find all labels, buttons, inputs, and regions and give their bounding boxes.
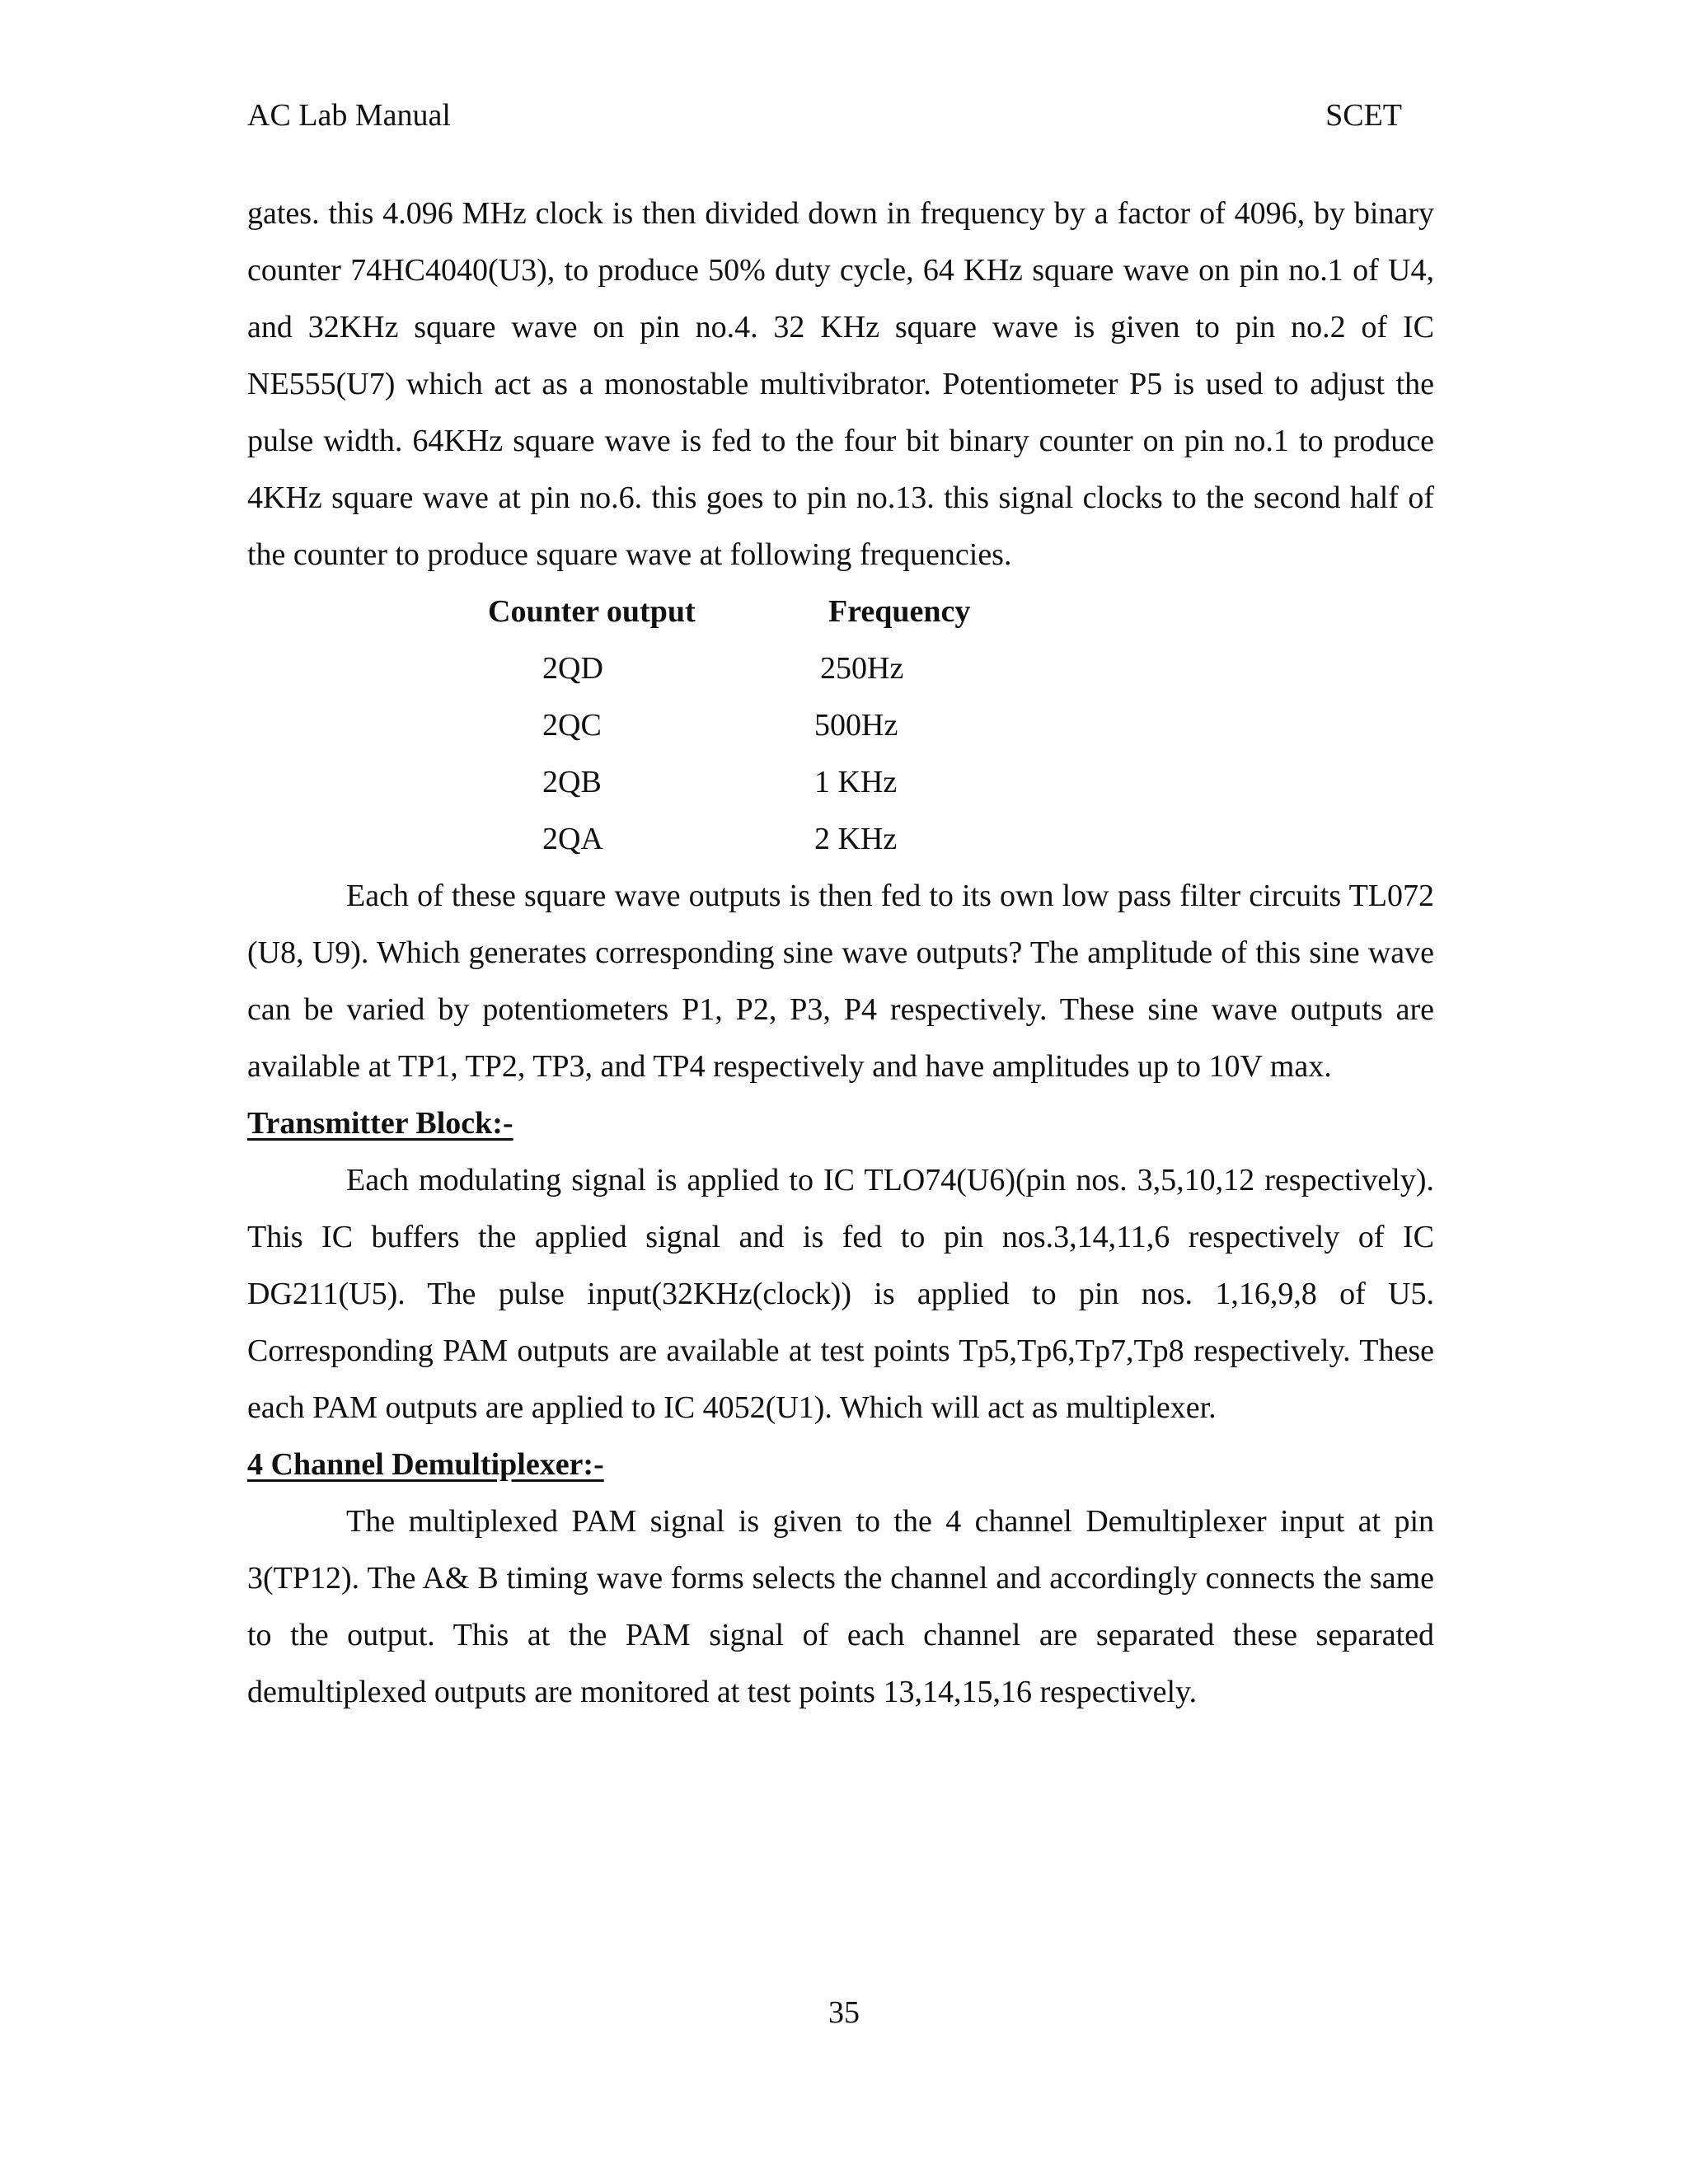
paragraph-clock-divider: gates. this 4.096 MHz clock is then divided down in frequency by a factor of 4096, by binary counter 74HC4040(U3), to produce 50% duty cycle, 64 KHz square wave on pin no.1 of U4, and 32KHz square wave on pin no.4. 32 KHz square wave is given to pin no.2 of IC NE555(U7) which act as a monostable multivibrator. Potentiometer P5 is used to adjust the pulse width. 64KHz square wave is fed to the four bit binary counter on pin no.1 to produce 4KHz square wave at pin no.6. this goes to pin no.13. this signal clocks to the second half of the counter to produce square wave at following frequencies. [247,196,1434,572]
running-header-institution: SCET [1325,98,1402,133]
table-cell-frequency: 2 KHz [814,822,898,856]
table-cell-counter-output: 2QC [542,708,602,743]
table-row [247,811,1434,868]
table-header-frequency: Frequency [828,594,971,629]
paragraph-low-pass-filters: Each of these square wave outputs is then fed to its own low pass filter circuits TL072 (U8, U9). Which generates corresponding sine wave outputs? The amplitude of this sine wave can be varied by potentiometers P1, P2, P3, P4 respectively. These sine wave outputs are available at TP1, TP2, TP3, and TP4 respectively and have amplitudes up to 10V max. [247,879,1434,1084]
section-heading-demultiplexer: 4 Channel Demultiplexer:- [247,1447,604,1482]
table-header-counter-output: Counter output [488,594,696,629]
table-row [247,697,1434,754]
table-cell-frequency: 500Hz [814,708,898,743]
table-cell-frequency: 1 KHz [814,765,898,799]
counter-frequency-table [247,583,1434,868]
page-number: 35 [828,1995,860,2030]
section-heading-transmitter-block: Transmitter Block:- [247,1106,513,1141]
table-row [247,754,1434,811]
paragraph-transmitter-block: Each modulating signal is applied to IC TLO74(U6)(pin nos. 3,5,10,12 respectively). This IC buffers the applied signal and is fed to pin nos.3,14,11,6 respectively of IC DG211(U5). The pulse input(32KHz(clock)) is applied to pin nos. 1,16,9,8 of U5. Corresponding PAM outputs are available at test points Tp5,Tp6,Tp7,Tp8 respectively. These each PAM outputs are applied to IC 4052(U1). Which will act as multiplexer. [247,1163,1434,1425]
table-cell-frequency: 250Hz [820,651,904,686]
table-cell-counter-output: 2QD [542,651,603,686]
table-cell-counter-output: 2QB [542,765,602,799]
page-body [247,185,1434,1721]
running-header-title: AC Lab Manual [247,98,451,133]
table-header-row [247,583,1434,640]
table-cell-counter-output: 2QA [542,822,603,856]
table-row [247,640,1434,697]
paragraph-demultiplexer: The multiplexed PAM signal is given to the 4 channel Demultiplexer input at pin 3(TP12). The A& B timing wave forms selects the channel and accordingly connects the same to the output. This at the PAM signal of each channel are separated these separated demultiplexed outputs are monitored at test points 13,14,15,16 respectively. [247,1504,1434,1709]
